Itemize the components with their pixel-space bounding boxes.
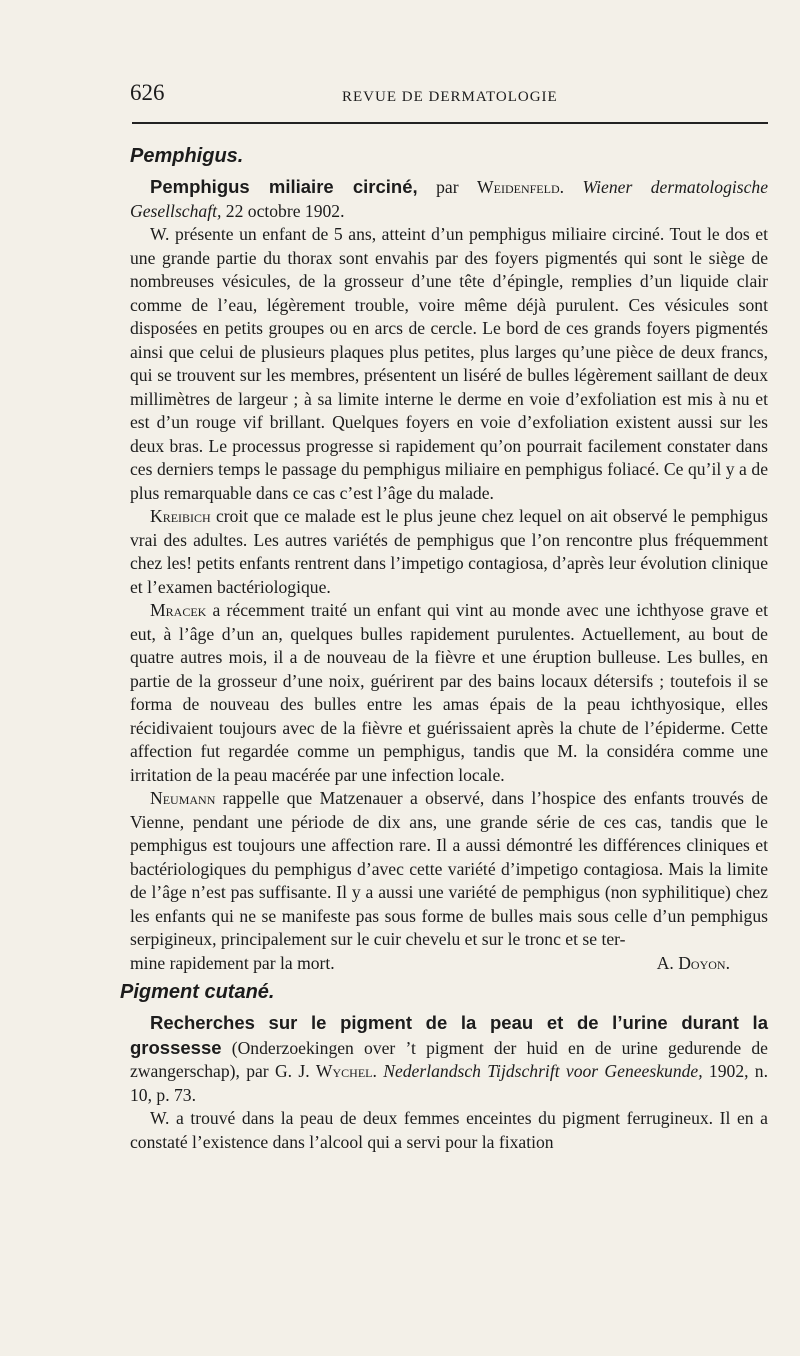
author-name: Wychel [315, 1061, 373, 1081]
section-heading-pigment: Pigment cutané. [120, 981, 275, 1003]
page-header [130, 80, 770, 120]
signature-line [130, 952, 768, 976]
header-rule [132, 122, 768, 124]
paragraph-wychel: W. a trouvé dans la peau de deux femmes enceintes du pigment ferrugineux. Il en a constaté l’existence dans l’alcool qui a servi pour la fixation [130, 1108, 768, 1152]
paragraph-mracek: Mracek a récemment traité un enfant qui vint au monde avec une ichthyose grave et eut, à l’âge d’un an, quelques bulles rapidement purulentes. Actuellement, au bout de quatre autres mois, il a de nouveau de la fièvre et une éruption bulleuse. Les bulles, en partie de la grosseur d’une noix, guérirent par des bains locaux détersifs ; toutefois il se forma de nouveau des bulles entre les amas épais de la peau ichthyosique, elles récidivaient toujours avec de la fièvre et guérissaient après la chute de l’épiderme. Cette affection fut regardée comme un pemphigus, tandis que M. la considéra comme une irritation de la peau macérée par une infection locale. [130, 600, 768, 785]
page-number: 626 [130, 80, 165, 105]
paragraph-neumann: Neumann rappelle que Matzenauer a observé, dans l’hospice des enfants trouvés de Vienne, pendant une période de dix ans, une grande série de ces cas, tandis que le pemphigus est toujours une affection rare. Il a aussi démontré les différences cliniques et bactériologiques du pemphigus d’avec cette variété d’impetigo contagiosa. Mais la limite de l’âge n’est pas suffisante. Il y a aussi une variété de pemphigus (non syphilitique) chez les enfants qui ne se manifeste pas sous forme de bulles mais sous celle d’un pemphigus serpigineux, principalement sur le cuir chevelu et sur le tronc et se ter- [130, 788, 768, 949]
journal-name: Wiener dermatologische Gesellschaft, [130, 177, 769, 221]
article-title: Recherches sur le pigment de la peau et de l’urine durant la grossesse [130, 1012, 768, 1058]
reviewer-signature: A. Doyon. [656, 952, 730, 973]
article-title: Pemphigus miliaire circiné, [150, 176, 418, 197]
paragraph-case: W. présente un enfant de 5 ans, atteint d’un pemphigus miliaire circiné. Tout le dos et une grande partie du thorax sont envahis par des foyers pigmentés qui sont le siège de nombreuses vésicules, de la grosseur d’une tête d’épingle, remplies d’un liquide clair comme de l’eau, légèrement trouble, voire même déjà purulent. Ces vésicules sont disposées en petits groupes ou en arcs de cercle. Le bord de ces grands foyers pigmentés ainsi que celui de plusieurs plaques plus petites, plus larges qu’une pièce de deux francs, qui se trouvent sur les membres, présentent un liséré de bulles légèrement saillant de deux millimètres de largeur ; à sa limite interne le derme en voie d’exfoliation est mis à nu et est d’un rouge vif brillant. Quelques foyers en voie d’exfoliation existent aussi sur les deux bras. Le processus progresse si rapidement qu’on pourrait facilement constater dans ces derniers temps le passage du pemphigus miliaire en pemphigus foliacé. Ce qu’il y a de plus remarquable dans ce cas c’est l’âge du malade. [130, 224, 768, 503]
journal-name: Nederlandsch Tijdschrift voor Geneeskunde, [383, 1061, 703, 1081]
paragraph-end: mine rapidement par la mort. [130, 952, 335, 973]
paragraph-kreibich: Kreibich croit que ce malade est le plus jeune chez lequel on ait observé le pemphigus vrai des adultes. Les autres variétés de pemphigus que l’on rencontre plus fréquemment chez les! petits enfants rentrent dans l’impetigo contagiosa, d’après leur évolution clinique et l’examen bactériologique. [130, 506, 768, 597]
author-name: Weidenfeld [477, 177, 560, 197]
page-content [120, 143, 768, 1154]
running-title: REVUE DE DERMATOLOGIE [342, 89, 558, 105]
article-citation-pemphigus: Pemphigus miliaire circiné, par Weidenfeld. Wiener dermatologische Gesellschaft, 22 octobre 1902. [130, 176, 769, 221]
discussant-name: Kreibich [150, 506, 211, 526]
discussant-name: Neumann [150, 788, 216, 808]
discussant-name: Mracek [150, 600, 207, 620]
article-ref: 1902, n. 10, p. 73. [130, 1061, 768, 1105]
article-citation-pigment: Recherches sur le pigment de la peau et de l’urine durant la grossesse (Onderzoekingen over ’t pigment der huid en de urine gedurende de zwangerschap), par G. J. Wychel. Nederlandsch Tijdschrift voor Geneeskunde, 1902, n. 10, p. 73. [130, 1012, 768, 1105]
section-heading-pemphigus: Pemphigus. [130, 145, 244, 167]
article-date: 22 octobre 1902. [221, 200, 345, 221]
